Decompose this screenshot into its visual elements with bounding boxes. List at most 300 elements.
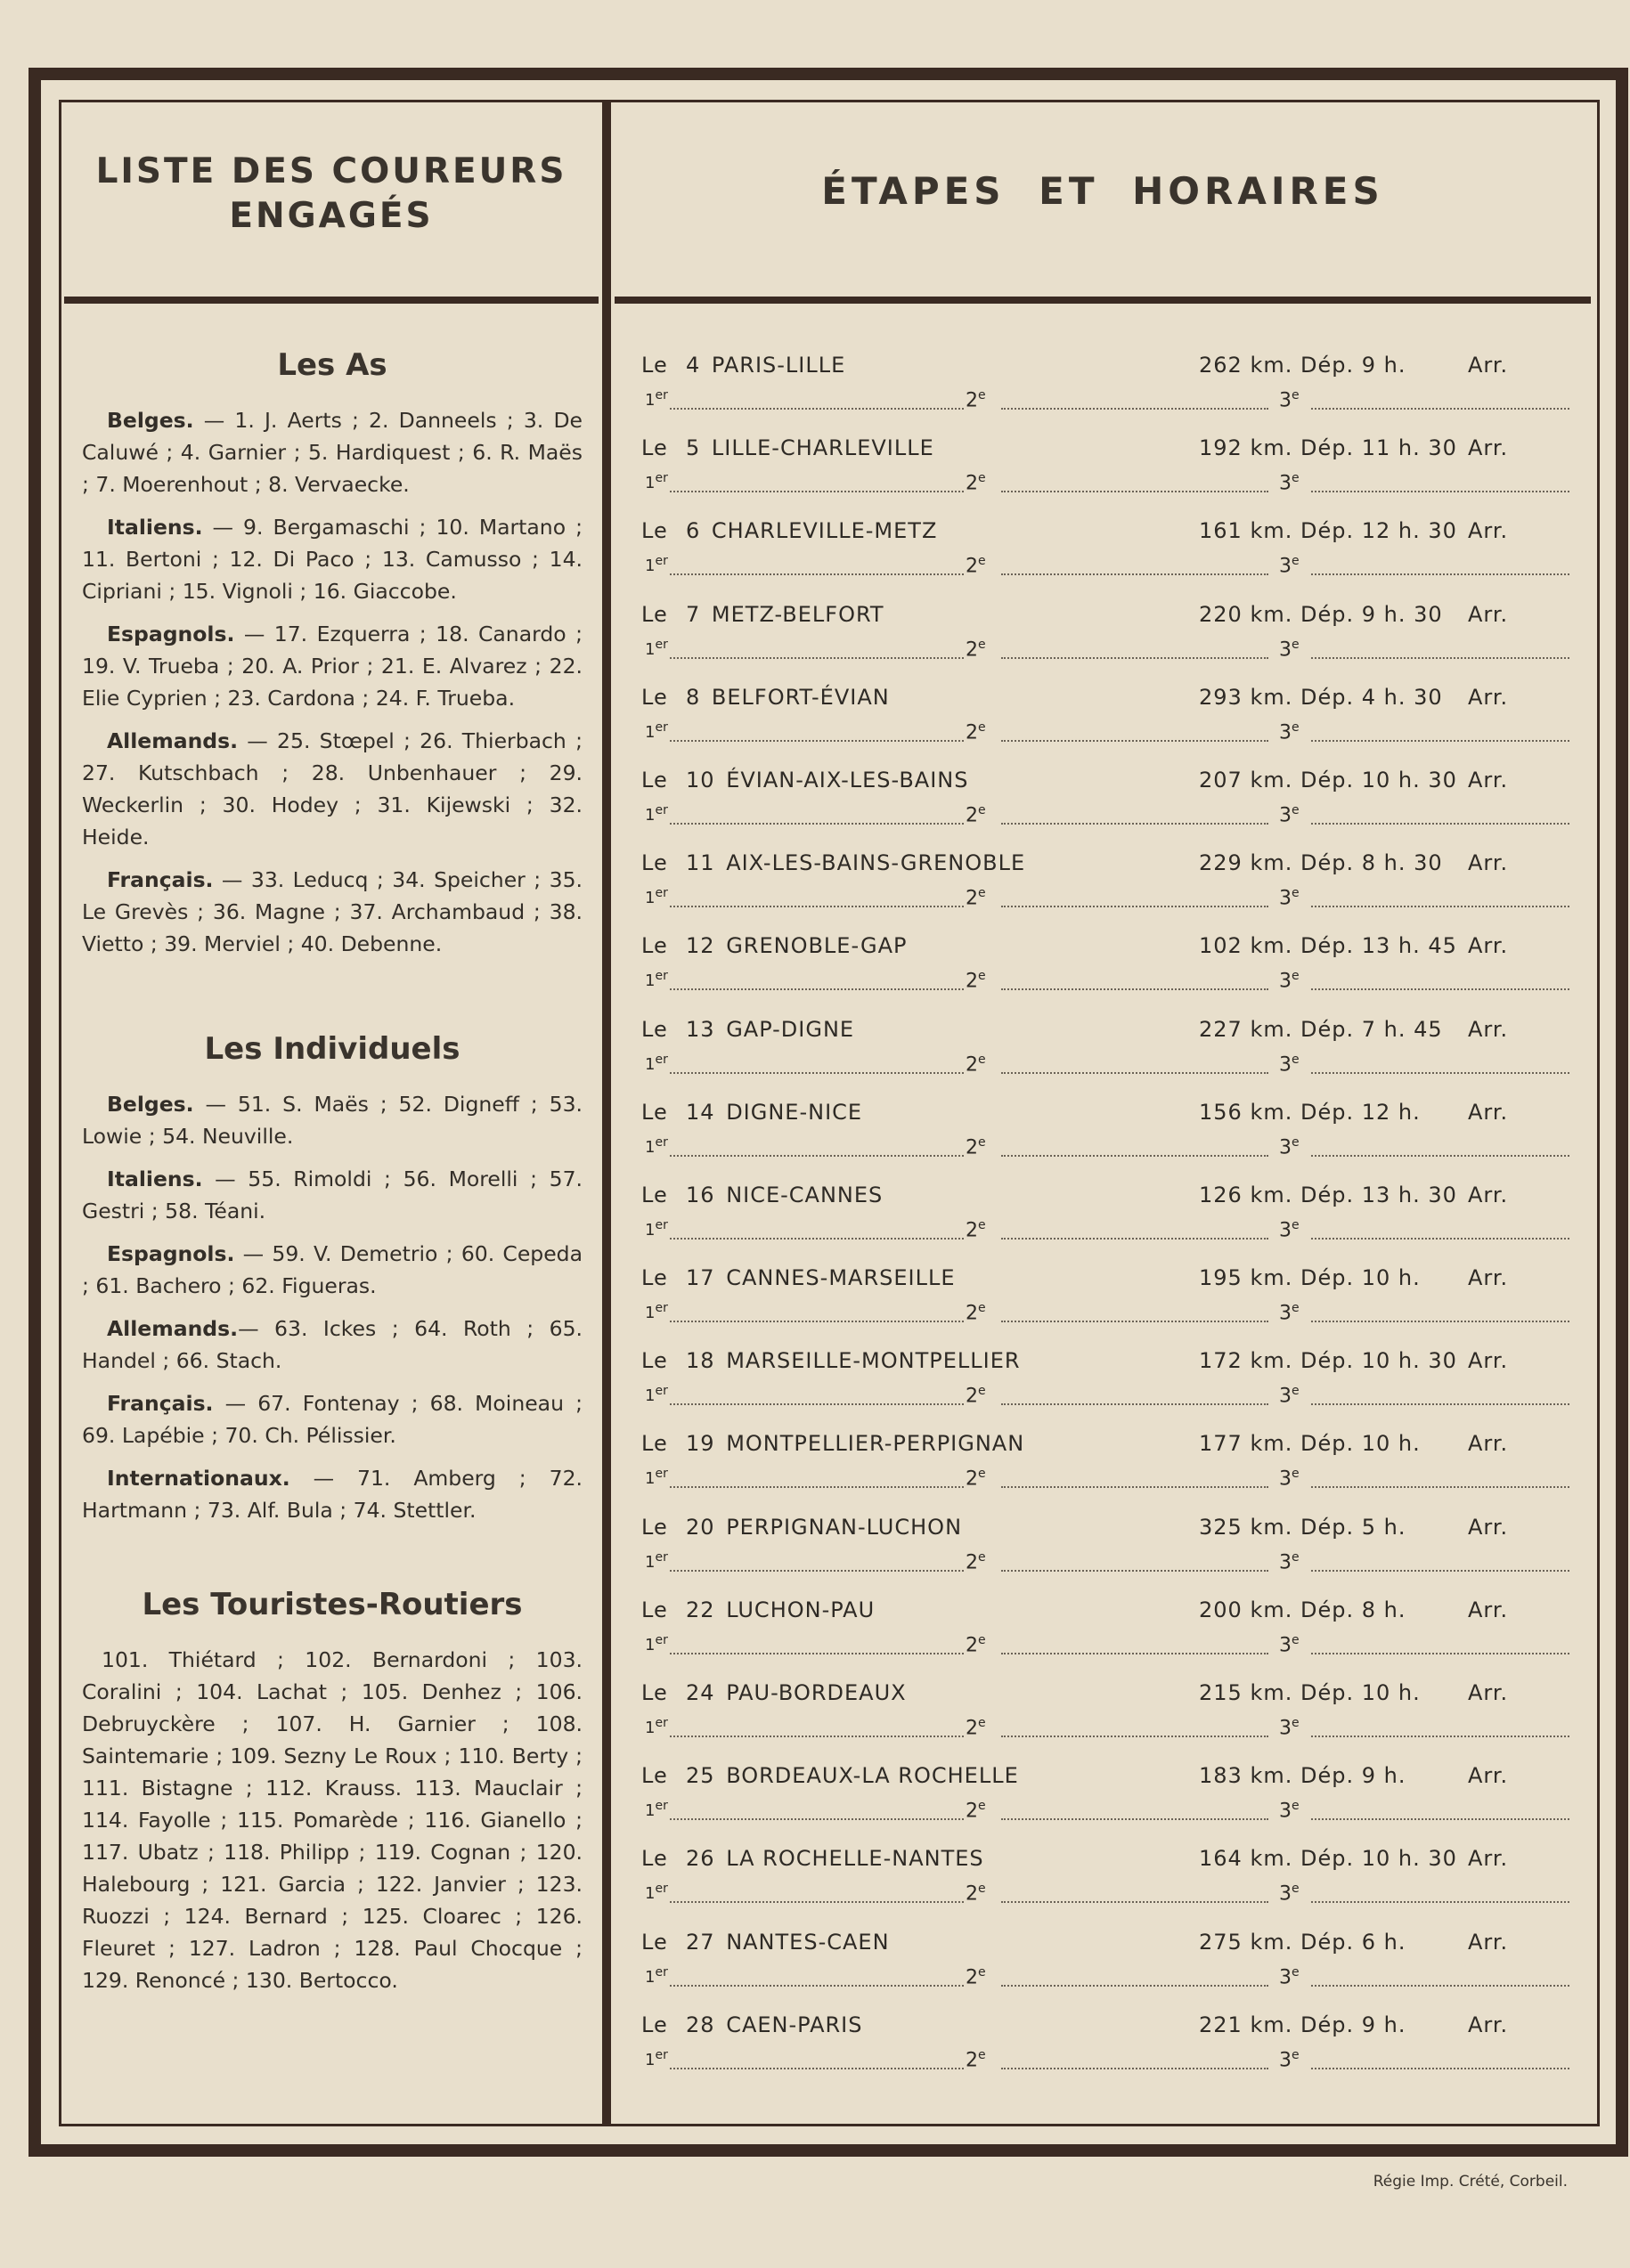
section-title: Les Touristes-Routiers [142, 1587, 523, 1622]
second-place-blank [1001, 1321, 1268, 1322]
rider-names: — 59. V. Demetrio ; 60. Cepeda ; 61. Bachero ; 62. Figueras. [82, 1241, 583, 1298]
left-header [64, 150, 599, 239]
stage-dep: Dép. [1300, 1597, 1355, 1622]
first-place-label: 1er [645, 1052, 668, 1074]
column-divider [602, 100, 611, 2126]
stage-distance-time [1199, 1017, 1443, 1042]
stage-route [641, 1431, 1024, 1456]
second-place-blank [1001, 1486, 1268, 1488]
stage-placings [645, 1550, 1562, 1575]
stage-le: Le [641, 1763, 668, 1789]
stage-distance-time [1199, 1846, 1457, 1871]
stage-distance-time [1199, 850, 1443, 875]
first-place-label: 1er [645, 969, 668, 991]
stage-le: Le [641, 1016, 668, 1042]
stage-placings [645, 886, 1562, 911]
third-place-blank [1311, 988, 1569, 990]
stage-time: 9 h. [1361, 353, 1406, 378]
nationality-label: Italiens. [107, 515, 203, 540]
stage-time: 13 h. 45 [1361, 933, 1457, 959]
stage-distance-time [1199, 1431, 1421, 1456]
first-place-label: 1er [645, 1964, 668, 1987]
stage-time: 13 h. 30 [1361, 1182, 1457, 1207]
stage-arr: Arr. [1468, 1182, 1509, 1207]
stage-le: Le [641, 850, 668, 876]
stage-route-name: CHARLEVILLE-METZ [711, 518, 938, 544]
stage-route [641, 2012, 862, 2037]
right-header: ÉTAPES ET HORAIRES [821, 169, 1384, 213]
stage-row [640, 2009, 1566, 2092]
stage-distance-time [1199, 1763, 1406, 1788]
stage-distance-time [1199, 1680, 1421, 1705]
second-place-label: 2e [966, 1301, 986, 1325]
stage-arr: Arr. [1468, 353, 1509, 378]
left-header-line2: ENGAGÉS [229, 196, 434, 236]
stage-route [641, 1846, 984, 1871]
stage-arr: Arr. [1468, 850, 1509, 876]
third-place-blank [1311, 491, 1569, 492]
stage-le: Le [641, 1099, 668, 1125]
rider-group [82, 1088, 583, 1152]
first-place-blank [670, 1238, 964, 1240]
rider-group [82, 404, 583, 500]
second-place-label: 2e [966, 1134, 986, 1159]
stage-day: 13 [686, 1016, 715, 1042]
stage-placings [645, 969, 1562, 994]
second-place-blank [1001, 573, 1268, 575]
stage-route-name: CANNES-MARSEILLE [726, 1265, 956, 1291]
stage-km: 177 km. [1199, 1431, 1293, 1457]
stage-km: 164 km. [1199, 1846, 1293, 1872]
stage-placings [645, 1301, 1562, 1326]
stage-day: 5 [686, 435, 701, 461]
first-place-label: 1er [645, 719, 668, 742]
second-place-blank [1001, 1818, 1268, 1820]
first-place-blank [670, 823, 964, 825]
third-place-label: 3e [1279, 1964, 1300, 1988]
stage-le: Le [641, 1680, 668, 1705]
stage-dep: Dép. [1300, 1763, 1355, 1789]
stage-route-name: NANTES-CAEN [726, 1929, 890, 1955]
stage-route [641, 518, 937, 543]
stage-row [640, 1345, 1566, 1427]
stage-distance-time [1199, 1100, 1421, 1125]
stage-placings [645, 2048, 1562, 2073]
stage-time: 10 h. [1361, 1265, 1421, 1291]
second-place-blank [1001, 823, 1268, 825]
stage-distance-time [1199, 1515, 1406, 1540]
stage-arr: Arr. [1468, 1763, 1509, 1789]
stage-km: 102 km. [1199, 933, 1293, 959]
stage-dep: Dép. [1300, 684, 1355, 710]
stage-dep: Dép. [1300, 2012, 1355, 2037]
stage-day: 12 [686, 933, 715, 959]
stage-le: Le [641, 353, 668, 378]
stage-arr: Arr. [1468, 1016, 1509, 1042]
rider-group [82, 725, 583, 853]
stage-route-name: BORDEAUX-LA ROCHELLE [726, 1763, 1019, 1789]
first-place-blank [670, 1321, 964, 1322]
stage-le: Le [641, 1597, 668, 1622]
stage-day: 4 [686, 353, 701, 378]
stage-dep: Dép. [1300, 518, 1355, 544]
stage-le: Le [641, 1265, 668, 1291]
stage-row [640, 1926, 1566, 2009]
stage-dep: Dép. [1300, 1846, 1355, 1872]
stage-km: 200 km. [1199, 1597, 1293, 1622]
stage-row [640, 1013, 1566, 1096]
third-place-blank [1311, 1403, 1569, 1405]
stage-row [640, 1179, 1566, 1262]
first-place-label: 1er [645, 1301, 668, 1323]
stage-placings [645, 1799, 1562, 1824]
nationality-label: Allemands. [107, 728, 239, 753]
stage-row [640, 681, 1566, 764]
first-place-label: 1er [645, 886, 668, 908]
nationality-label: Internationaux. [107, 1466, 290, 1491]
stage-le: Le [641, 767, 668, 793]
first-place-blank [670, 491, 964, 492]
first-place-label: 1er [645, 471, 668, 493]
stage-route-name: AIX-LES-BAINS-GRENOBLE [726, 850, 1026, 876]
stage-distance-time [1199, 1348, 1457, 1373]
stage-distance-time [1199, 602, 1443, 627]
stage-placings [645, 554, 1562, 579]
rider-names: — 33. Leducq ; 34. Speicher ; 35. Le Grevès ; 36. Magne ; 37. Archambaud ; 38. Vietto ; 39. Merviel ; 40. Debenne. [82, 867, 583, 956]
second-place-label: 2e [966, 969, 986, 993]
stage-km: 192 km. [1199, 435, 1293, 461]
stage-route [641, 602, 884, 627]
stage-day: 16 [686, 1182, 715, 1207]
stage-le: Le [641, 2012, 668, 2037]
stage-dep: Dép. [1300, 850, 1355, 876]
first-place-label: 1er [645, 554, 668, 576]
stage-time: 5 h. [1361, 1514, 1406, 1540]
stage-distance-time [1199, 768, 1457, 793]
second-place-blank [1001, 1901, 1268, 1903]
third-place-blank [1311, 1818, 1569, 1820]
stage-route-name: PAU-BORDEAUX [726, 1680, 907, 1705]
stage-route [641, 1017, 854, 1042]
third-place-blank [1311, 1238, 1569, 1240]
third-place-label: 3e [1279, 1301, 1300, 1325]
stage-route [641, 685, 890, 710]
first-place-label: 1er [645, 802, 668, 825]
stage-dep: Dép. [1300, 1099, 1355, 1125]
stage-dep: Dép. [1300, 1514, 1355, 1540]
stage-dep: Dép. [1300, 1265, 1355, 1291]
stage-route-name: CAEN-PARIS [726, 2012, 863, 2037]
stage-distance-time [1199, 933, 1457, 958]
section-2 [82, 1578, 583, 1996]
stage-placings [645, 1882, 1562, 1906]
left-header-line1: LISTE DES COUREURS [95, 151, 567, 191]
third-place-label: 3e [1279, 1632, 1300, 1657]
stage-arr: Arr. [1468, 2012, 1509, 2037]
stage-arr: Arr. [1468, 1514, 1509, 1540]
rider-group [82, 618, 583, 714]
first-place-blank [670, 1901, 964, 1903]
stage-dep: Dép. [1300, 767, 1355, 793]
stage-route [641, 1100, 862, 1125]
third-place-label: 3e [1279, 1882, 1300, 1906]
stage-distance-time [1199, 518, 1457, 543]
stage-row [640, 515, 1566, 597]
rider-group [82, 864, 583, 960]
third-place-label: 3e [1279, 1384, 1300, 1408]
second-place-blank [1001, 2068, 1268, 2069]
second-place-blank [1001, 408, 1268, 410]
stage-route-name: NICE-CANNES [726, 1182, 884, 1207]
second-place-label: 2e [966, 1964, 986, 1988]
stage-km: 221 km. [1199, 2012, 1293, 2037]
stage-le: Le [641, 435, 668, 461]
stage-row [640, 1096, 1566, 1179]
stage-distance-time [1199, 1265, 1421, 1290]
first-place-label: 1er [645, 1882, 668, 1904]
stage-route [641, 850, 1025, 875]
stage-row [640, 1427, 1566, 1510]
stage-distance-time [1199, 1183, 1457, 1207]
stage-arr: Arr. [1468, 1099, 1509, 1125]
stage-le: Le [641, 1348, 668, 1374]
third-place-label: 3e [1279, 554, 1300, 578]
third-place-blank [1311, 1736, 1569, 1737]
stage-route [641, 1763, 1019, 1788]
stage-route-name: LILLE-CHARLEVILLE [711, 435, 934, 461]
stage-time: 10 h. [1361, 1680, 1421, 1705]
stage-row [640, 432, 1566, 515]
stage-day: 20 [686, 1514, 715, 1540]
first-place-label: 1er [645, 1716, 668, 1737]
second-place-blank [1001, 1570, 1268, 1572]
third-place-label: 3e [1279, 388, 1300, 412]
stage-dep: Dép. [1300, 933, 1355, 959]
stage-distance-time [1199, 1930, 1406, 1955]
stage-time: 6 h. [1361, 1929, 1406, 1955]
first-place-label: 1er [645, 637, 668, 659]
stage-distance-time [1199, 685, 1443, 710]
first-place-label: 1er [645, 2047, 668, 2069]
stage-route [641, 933, 908, 958]
stage-route-name: GAP-DIGNE [726, 1016, 855, 1042]
first-place-label: 1er [645, 1217, 668, 1240]
stage-arr: Arr. [1468, 1929, 1509, 1955]
stage-route-name: MARSEILLE-MONTPELLIER [726, 1348, 1021, 1374]
third-place-blank [1311, 823, 1569, 825]
stage-route-name: METZ-BELFORT [711, 601, 884, 627]
stage-row [640, 1594, 1566, 1677]
stage-arr: Arr. [1468, 435, 1509, 461]
stage-placings [645, 388, 1562, 413]
second-place-label: 2e [966, 388, 986, 412]
stage-placings [645, 1467, 1562, 1492]
stage-route [641, 1680, 907, 1705]
stage-day: 22 [686, 1597, 715, 1622]
stage-km: 293 km. [1199, 684, 1293, 710]
rider-names: — 25. Stœpel ; 26. Thierbach ; 27. Kutschbach ; 28. Unbenhauer ; 29. Weckerlin ; 30. Hodey ; 31. Kijewski ; 32. Heide. [82, 728, 583, 849]
stage-distance-time [1199, 435, 1457, 460]
first-place-blank [670, 1818, 964, 1820]
stage-time: 11 h. 30 [1361, 435, 1457, 461]
nationality-label: Français. [107, 867, 214, 892]
stage-placings [645, 638, 1562, 663]
stage-arr: Arr. [1468, 518, 1509, 544]
second-place-label: 2e [966, 719, 986, 744]
stage-row [640, 847, 1566, 930]
stage-time: 9 h. 30 [1361, 601, 1443, 627]
stage-day: 10 [686, 767, 715, 793]
stage-time: 10 h. 30 [1361, 767, 1457, 793]
stage-route [641, 1597, 875, 1622]
stage-day: 6 [686, 518, 701, 544]
stage-day: 28 [686, 2012, 715, 2037]
first-place-label: 1er [645, 1384, 668, 1406]
rider-group [82, 1644, 583, 1996]
left-header-rule [64, 297, 599, 304]
nationality-label: Espagnols. [107, 622, 235, 646]
second-place-label: 2e [966, 1799, 986, 1823]
stage-arr: Arr. [1468, 601, 1509, 627]
stage-km: 229 km. [1199, 850, 1293, 876]
stage-dep: Dép. [1300, 1680, 1355, 1705]
stage-le: Le [641, 1514, 668, 1540]
second-place-label: 2e [966, 1384, 986, 1408]
first-place-blank [670, 1570, 964, 1572]
stage-placings [645, 803, 1562, 828]
second-place-blank [1001, 740, 1268, 742]
section-0 [82, 338, 583, 960]
stage-km: 161 km. [1199, 518, 1293, 544]
rider-names: — 67. Fontenay ; 68. Moineau ; 69. Lapébie ; 70. Ch. Pélissier. [82, 1391, 583, 1448]
third-place-blank [1311, 740, 1569, 742]
first-place-blank [670, 1653, 964, 1654]
first-place-blank [670, 2068, 964, 2069]
first-place-label: 1er [645, 1799, 668, 1821]
stage-km: 275 km. [1199, 1929, 1293, 1955]
stage-time: 7 h. 45 [1361, 1016, 1443, 1042]
third-place-label: 3e [1279, 1467, 1300, 1491]
second-place-blank [1001, 1238, 1268, 1240]
third-place-blank [1311, 1321, 1569, 1322]
stage-distance-time [1199, 2012, 1406, 2037]
second-place-label: 2e [966, 471, 986, 495]
stage-km: 207 km. [1199, 767, 1293, 793]
stage-time: 8 h. 30 [1361, 850, 1443, 876]
stage-route [641, 435, 934, 460]
stage-route-name: LA ROCHELLE-NANTES [726, 1846, 984, 1872]
stage-le: Le [641, 1929, 668, 1955]
stage-row [640, 1842, 1566, 1925]
third-place-blank [1311, 1985, 1569, 1987]
section-title: Les Individuels [204, 1031, 460, 1067]
second-place-blank [1001, 988, 1268, 990]
third-place-blank [1311, 657, 1569, 659]
second-place-blank [1001, 1072, 1268, 1074]
third-place-blank [1311, 1570, 1569, 1572]
rider-names: — 63. Ickes ; 64. Roth ; 65. Handel ; 66. Stach. [82, 1316, 583, 1373]
stage-arr: Arr. [1468, 684, 1509, 710]
stage-route-name: LUCHON-PAU [726, 1597, 876, 1622]
stage-route [641, 1930, 890, 1955]
stage-route-name: GRENOBLE-GAP [726, 933, 908, 959]
stage-day: 27 [686, 1929, 715, 1955]
stage-placings [645, 1218, 1562, 1243]
third-place-blank [1311, 1072, 1569, 1074]
second-place-blank [1001, 1155, 1268, 1157]
second-place-label: 2e [966, 1549, 986, 1573]
nationality-label: Français. [107, 1391, 214, 1416]
third-place-label: 3e [1279, 1549, 1300, 1573]
stage-le: Le [641, 684, 668, 710]
stage-route-name: BELFORT-ÉVIAN [711, 684, 890, 710]
third-place-blank [1311, 1653, 1569, 1654]
stage-route [641, 768, 968, 793]
nationality-label: Allemands. [107, 1316, 239, 1341]
stage-time: 10 h. 30 [1361, 1348, 1457, 1374]
stage-row [640, 598, 1566, 681]
stage-arr: Arr. [1468, 1846, 1509, 1872]
stage-dep: Dép. [1300, 1182, 1355, 1207]
stage-route [641, 353, 845, 378]
stage-le: Le [641, 1431, 668, 1457]
second-place-label: 2e [966, 1882, 986, 1906]
stage-arr: Arr. [1468, 767, 1509, 793]
stage-distance-time [1199, 1597, 1406, 1622]
stage-arr: Arr. [1468, 1680, 1509, 1705]
third-place-blank [1311, 573, 1569, 575]
third-place-label: 3e [1279, 886, 1300, 910]
stage-time: 9 h. [1361, 2012, 1406, 2037]
third-place-blank [1311, 2068, 1569, 2069]
second-place-label: 2e [966, 1467, 986, 1491]
stage-dep: Dép. [1300, 1016, 1355, 1042]
stage-le: Le [641, 1846, 668, 1872]
third-place-label: 3e [1279, 2047, 1300, 2072]
first-place-label: 1er [645, 1467, 668, 1489]
first-place-blank [670, 1486, 964, 1488]
third-place-label: 3e [1279, 637, 1300, 661]
first-place-blank [670, 408, 964, 410]
second-place-label: 2e [966, 637, 986, 661]
stage-row [640, 930, 1566, 1012]
stage-day: 8 [686, 684, 701, 710]
rider-names: 101. Thiétard ; 102. Bernardoni ; 103. Coralini ; 104. Lachat ; 105. Denhez ; 106. Debruyckère ; 107. H. Garnier ; 108. Saintemarie ; 109. Sezny Le Roux ; 110. Berty ; 111. Bistagne ; 112. Krauss. 113. Mauclair ; 114. Fayolle ; 115. Pomarède ; 116. Gianello ; 117. Ubatz ; 118. Philipp ; 119. Cognan ; 120. Halebourg ; 121. Garcia ; 122. Janvier ; 123. Ruozzi ; 124. Bernard ; 125. Cloarec ; 126. Fleuret ; 127. Ladron ; 128. Paul Chocque ; 129. Renoncé ; 130. Bertocco. [82, 1647, 583, 1993]
second-place-label: 2e [966, 1632, 986, 1657]
rider-group [82, 511, 583, 607]
stage-route-name: DIGNE-NICE [726, 1099, 863, 1125]
second-place-label: 2e [966, 886, 986, 910]
stage-arr: Arr. [1468, 1265, 1509, 1291]
stage-route [641, 1515, 962, 1540]
stage-arr: Arr. [1468, 933, 1509, 959]
stage-route-name: ÉVIAN-AIX-LES-BAINS [726, 767, 969, 793]
stage-day: 26 [686, 1846, 715, 1872]
stage-le: Le [641, 933, 668, 959]
section-1 [82, 1022, 583, 1526]
stage-route-name: PARIS-LILLE [711, 353, 846, 378]
imprint: Régie Imp. Crété, Corbeil. [1373, 2173, 1568, 2191]
stage-time: 10 h. 30 [1361, 1846, 1457, 1872]
third-place-label: 3e [1279, 1716, 1300, 1740]
nationality-label: Belges. [107, 1092, 194, 1117]
first-place-blank [670, 988, 964, 990]
stage-dep: Dép. [1300, 1348, 1355, 1374]
second-place-blank [1001, 906, 1268, 907]
rider-group [82, 1387, 583, 1451]
first-place-blank [670, 1403, 964, 1405]
right-header-rule [615, 297, 1591, 304]
